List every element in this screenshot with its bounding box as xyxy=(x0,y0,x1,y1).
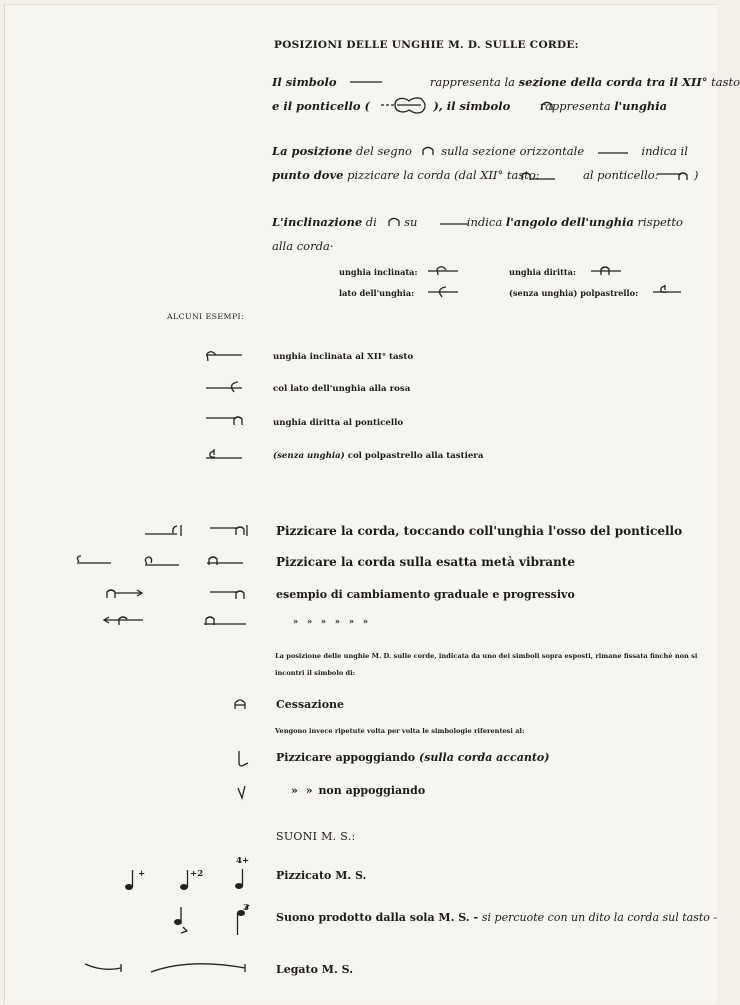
mark-four-plus: 4+ xyxy=(236,856,250,866)
mark-plus: + xyxy=(138,869,146,879)
suoni-title: SUONI M. S.: xyxy=(276,830,356,843)
example-2-symbol xyxy=(206,381,246,393)
examples-title: ALCUNI ESEMPI: xyxy=(167,312,244,321)
inclined-nail-icon xyxy=(428,264,460,276)
example-4-text: (senza unghia) col polpastrello alla tastiera xyxy=(273,451,484,461)
score-page xyxy=(4,4,740,1003)
action-2-symbol-c xyxy=(205,554,245,568)
action-3-symbol-a xyxy=(105,587,147,601)
slur-long-icon xyxy=(149,958,253,976)
non-appoggiando-text: » » non appoggiando xyxy=(291,784,426,797)
pizzicato-text: Pizzicato M. S. xyxy=(276,869,367,882)
string-section-symbol xyxy=(350,81,384,85)
para3-line-1: L'inclinazione di su indica l'angolo dell'unghia rispetto xyxy=(272,215,683,229)
nail-icon xyxy=(388,217,400,227)
action-2-text: Pizzicare la corda sulla esatta metà vibrante xyxy=(276,555,575,569)
example-3-symbol xyxy=(206,414,246,426)
legend-diritta: unghia diritta: xyxy=(509,267,576,277)
guitar-icon xyxy=(381,93,437,117)
nail-at-twelfth-fret-icon xyxy=(521,171,557,181)
note-1-line-2: incontri il simbolo di: xyxy=(275,669,356,677)
nail-icon xyxy=(422,146,434,156)
action-4-symbol-b xyxy=(202,613,248,627)
rest-stroke-icon xyxy=(236,750,250,768)
action-2-symbol-b xyxy=(143,554,183,568)
nail-icon xyxy=(541,101,553,111)
note-1-line-1: La posizione delle unghie M. D. sulle corde, indicata da uno dei simboli sopra esposti, rimane fissata finchè non si xyxy=(275,652,698,660)
legend-senza-polpastrello: (senza unghia) polpastrello: xyxy=(509,288,639,298)
mark-three: 3 xyxy=(243,903,249,913)
legend-inclinata: unghia inclinata: xyxy=(339,267,418,277)
legato-text: Legato M. S. xyxy=(276,963,354,976)
intro-line-1: Il simbolo rappresenta la sezione della corda tra il XII° tasto xyxy=(272,75,740,89)
nail-side-icon xyxy=(428,285,460,297)
legend-lato: lato dell'unghia: xyxy=(339,288,415,298)
page-title: POSIZIONI DELLE UNGHIE M. D. SULLE CORDE: xyxy=(274,39,579,51)
note-hammer-icon xyxy=(173,905,195,937)
action-4-ditto: » » » » » » xyxy=(293,616,371,626)
straight-nail-icon xyxy=(591,264,623,276)
slur-short-icon xyxy=(83,960,127,976)
example-2-text: col lato dell'unghia alla rosa xyxy=(273,384,411,394)
para2-line-1: La posizione del segno sulla sezione orizzontale indica il xyxy=(272,144,688,158)
nail-at-bridge-icon xyxy=(657,171,691,181)
mark-plus-two: +2 xyxy=(190,869,204,879)
example-1-symbol xyxy=(206,349,246,361)
free-stroke-icon xyxy=(236,784,250,800)
action-3-symbol-b xyxy=(210,587,250,601)
para2-line-2: punto dove pizzicare la corda (dal XII° tasto: al ponticello: ) xyxy=(272,168,699,182)
string-section-symbol xyxy=(598,152,632,156)
prodotto-text: Suono prodotto dalla sola M. S. - si percuote con un dito la corda sul tasto - xyxy=(276,911,718,924)
example-1-text: unghia inclinata al XII° tasto xyxy=(273,352,414,362)
action-1-symbol-b xyxy=(210,523,250,537)
note-2: Vengono invece ripetute volta per volta le simbologie riferentesi al: xyxy=(275,727,525,735)
action-3-text: esempio di cambiamento graduale e progressivo xyxy=(276,588,575,601)
action-2-symbol-a xyxy=(73,554,115,568)
cessazione-text: Cessazione xyxy=(276,698,345,711)
action-1-text: Pizzicare la corda, toccando coll'unghia l'osso del ponticello xyxy=(276,524,683,538)
intro-line-2: e il ponticello ( ), il simbolo rappresenta l'unghia xyxy=(272,99,668,113)
string-section-symbol xyxy=(440,223,474,227)
example-3-text: unghia diritta al ponticello xyxy=(273,418,404,428)
para3-line-2: alla corda· xyxy=(272,239,334,253)
example-4-symbol xyxy=(206,447,246,461)
action-4-symbol-a xyxy=(103,613,147,627)
fingertip-icon xyxy=(653,283,685,295)
appoggiando-text: Pizzicare appoggiando (sulla corda accanto) xyxy=(276,751,550,764)
cessation-icon xyxy=(233,697,247,711)
action-1-symbol-a xyxy=(145,523,185,537)
